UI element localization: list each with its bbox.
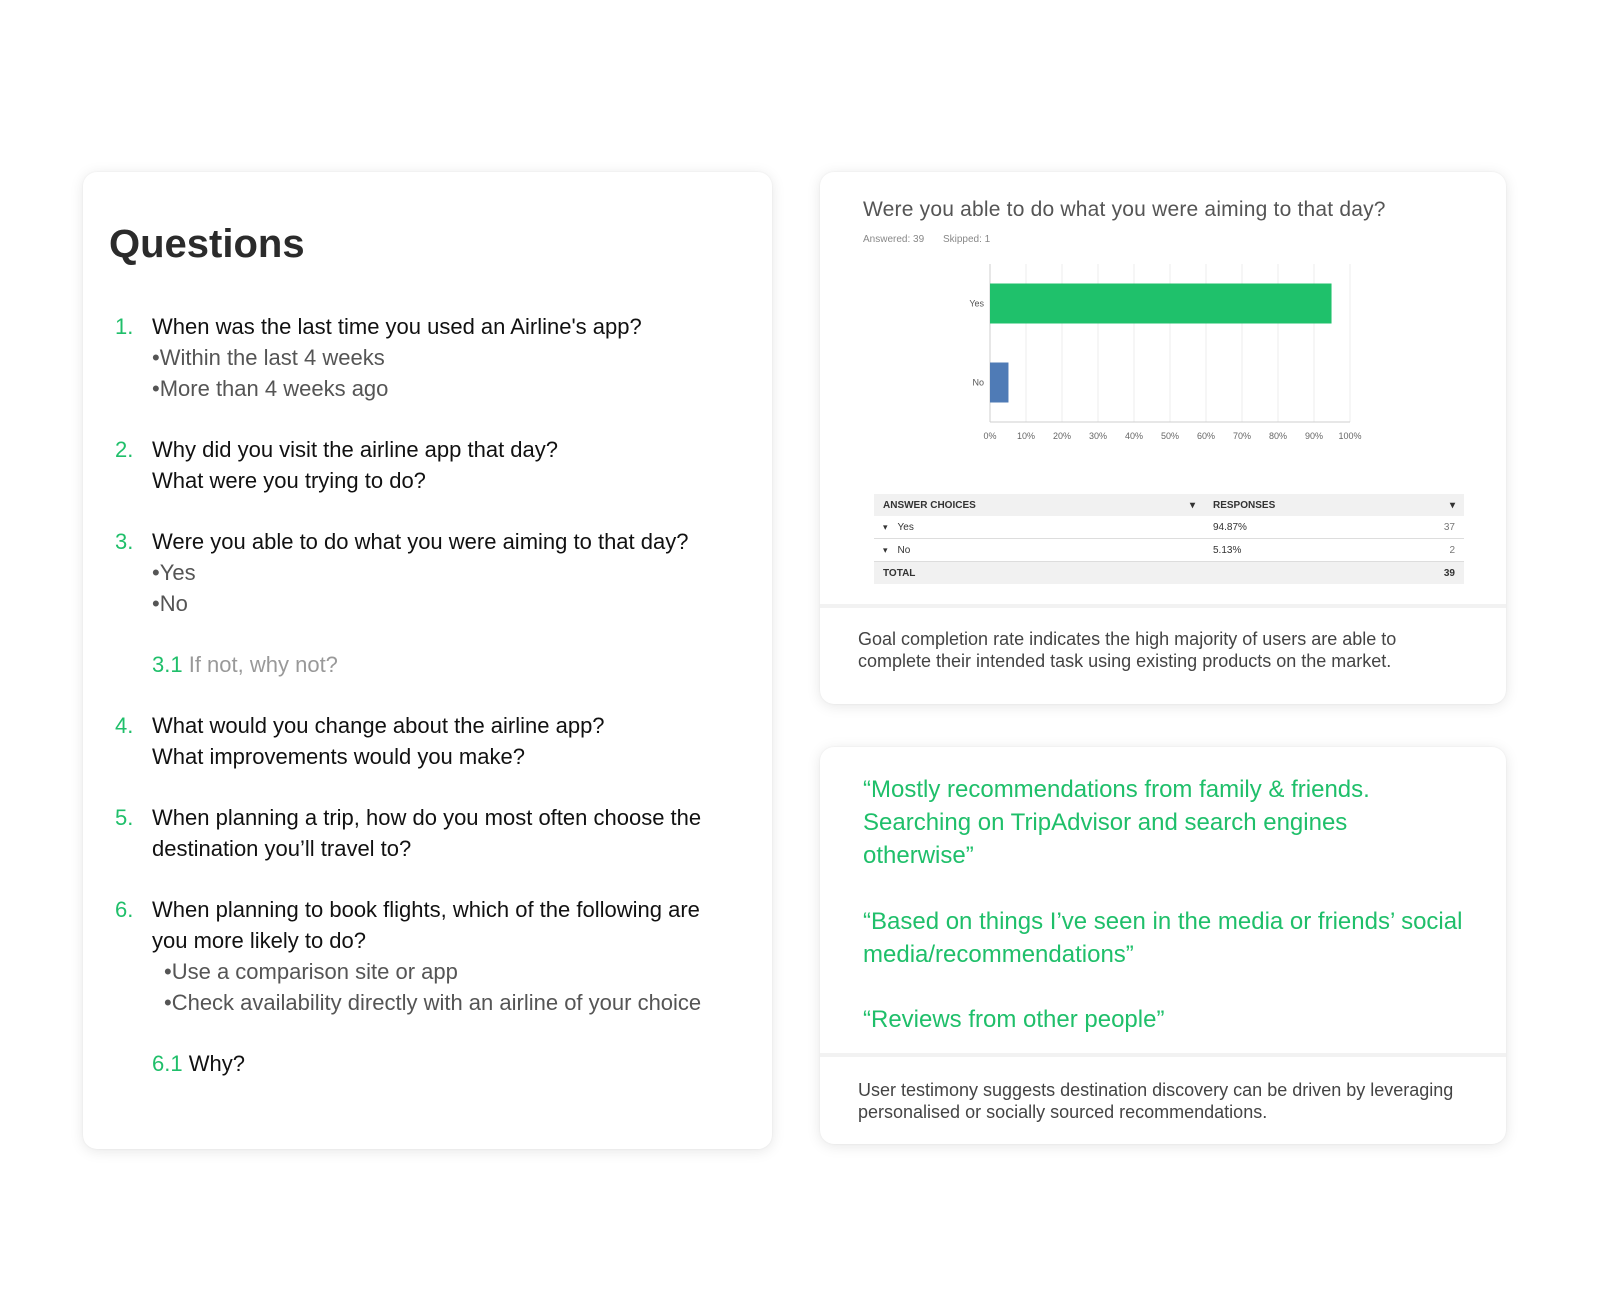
y-category-label: Yes (969, 298, 984, 309)
question-number: 1. (115, 314, 134, 339)
user-quote: “Reviews from other people” (863, 1006, 1165, 1033)
col-answer-choices[interactable]: ANSWER CHOICES ▾ (874, 494, 1204, 516)
total-label: TOTAL (874, 562, 1204, 585)
answer-option: • Within the last 4 weeks (152, 342, 746, 373)
col-responses[interactable]: RESPONSES ▾ (1204, 494, 1464, 516)
x-tick-label: 80% (1268, 431, 1288, 441)
sub-question-text: If not, why not? (188, 652, 338, 677)
question-1 (109, 311, 746, 404)
chart-insight-text: Goal completion rate indicates the high majority of users are able to complete their intended task using existing products on the market. (858, 629, 1397, 671)
survey-chart-card (820, 172, 1506, 704)
responses-table (874, 494, 1464, 584)
question-text: When was the last time you used an Airline's app? (152, 314, 642, 339)
user-quote: “Mostly recommendations from family & friends. Searching on TripAdvisor and search engines otherwise” (863, 776, 1370, 869)
response-percent: 94.87% (1204, 516, 1371, 539)
questions-list (109, 311, 746, 1079)
total-count: 39 (1371, 562, 1464, 585)
bar-yes (990, 284, 1332, 324)
question-4 (109, 710, 746, 772)
table-row (874, 539, 1464, 562)
question-number: 4. (115, 713, 134, 738)
user-quote: “Based on things I’ve seen in the media or friends’ social media/recommendations” (863, 908, 1463, 968)
quotes-card (820, 747, 1506, 1144)
question-text: you more likely to do? (152, 928, 366, 953)
answer-option: • Yes (152, 557, 746, 588)
question-3 (109, 526, 746, 680)
answer-option: • Check availability directly with an airline of your choice (164, 987, 746, 1018)
questions-card (83, 172, 772, 1149)
question-text: Why did you visit the airline app that day? (152, 437, 559, 462)
question-number: 2. (115, 437, 134, 462)
question-number: 5. (115, 805, 134, 830)
choice-label: No (897, 544, 911, 556)
expand-caret-icon[interactable]: ▾ (883, 521, 888, 532)
response-count: 37 (1371, 516, 1464, 539)
x-tick-label: 30% (1088, 431, 1108, 441)
sub-question-3-1 (152, 649, 746, 680)
sub-question-6-1 (152, 1048, 746, 1079)
chart-title: Were you able to do what you were aiming to that day? (863, 198, 1386, 221)
question-5 (109, 802, 746, 864)
card-divider (820, 1053, 1506, 1057)
question-text: Were you able to do what you were aiming to that day? (152, 529, 689, 554)
x-tick-label: 90% (1304, 431, 1324, 441)
x-tick-label: 20% (1052, 431, 1072, 441)
question-text: What would you change about the airline app? (152, 713, 605, 738)
x-tick-label: 10% (1016, 431, 1036, 441)
response-percent: 5.13% (1204, 539, 1371, 562)
expand-caret-icon[interactable]: ▾ (883, 544, 888, 555)
question-number: 6. (115, 897, 134, 922)
answer-option: • Use a comparison site or app (164, 956, 746, 987)
y-category-label: No (972, 377, 984, 388)
x-tick-label: 60% (1196, 431, 1216, 441)
quotes-insight-text: User testimony suggests destination discovery can be driven by leveraging personalised or socially sourced recommendations. (858, 1080, 1454, 1122)
sub-question-text: Why? (188, 1051, 245, 1076)
question-text: destination you’ll travel to? (152, 836, 412, 861)
question-text: When planning to book flights, which of the following are (152, 897, 700, 922)
question-text: What were you trying to do? (152, 468, 426, 493)
question-6 (109, 894, 746, 1079)
sub-question-number: 3.1 (152, 652, 183, 677)
answer-option: • No (152, 588, 746, 619)
x-tick-label: 70% (1232, 431, 1252, 441)
card-divider (820, 604, 1506, 608)
skipped-count: Skipped: 1 (942, 234, 991, 245)
question-2 (109, 434, 746, 496)
x-tick-label: 40% (1124, 431, 1144, 441)
sort-caret-icon[interactable]: ▾ (1189, 499, 1195, 511)
question-text: What improvements would you make? (152, 744, 525, 769)
answer-option: • More than 4 weeks ago (152, 373, 746, 404)
response-count: 2 (1371, 539, 1464, 562)
sub-question-number: 6.1 (152, 1051, 183, 1076)
bar-no (990, 363, 1008, 403)
x-tick-label: 0% (983, 431, 997, 441)
chart-meta (863, 234, 1006, 245)
table-row (874, 516, 1464, 539)
questions-heading: Questions (109, 222, 305, 266)
x-tick-label: 50% (1160, 431, 1180, 441)
question-number: 3. (115, 529, 134, 554)
total-row (874, 562, 1464, 585)
question-text: When planning a trip, how do you most often choose the (152, 805, 702, 830)
bar-chart (950, 264, 1370, 464)
sort-caret-icon[interactable]: ▾ (1449, 499, 1455, 511)
x-tick-label: 100% (1338, 431, 1362, 441)
choice-label: Yes (897, 521, 914, 533)
answered-count: Answered: 39 (863, 234, 925, 245)
